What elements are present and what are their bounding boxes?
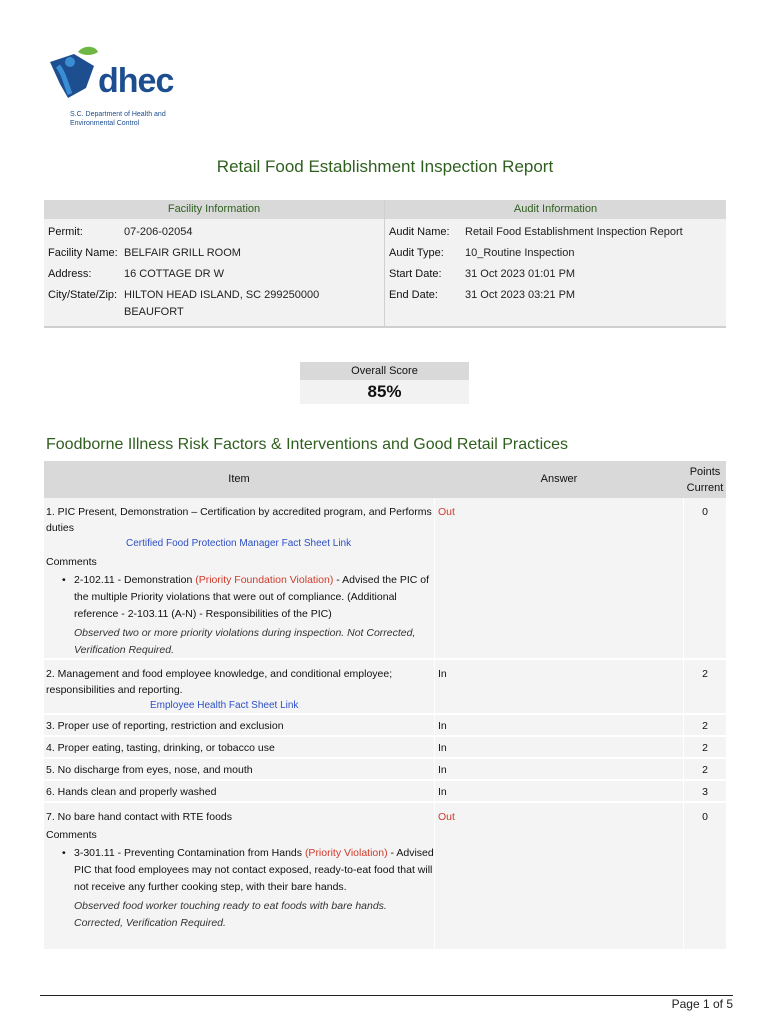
- permit-value: 07-206-02054: [124, 226, 193, 238]
- violation-code: 3-301.11 - Preventing Contamination from Hands: [74, 847, 305, 859]
- address-label: Address:: [48, 268, 92, 280]
- section-title: Foodborne Illness Risk Factors & Interventions and Good Retail Practices: [46, 436, 569, 453]
- audit-type-value: 10_Routine Inspection: [465, 247, 575, 259]
- violation-text: - Advised the PIC of the multiple Priority violations that were out of compliance. (Additional reference - 2-103.11 (A-N) - Responsibilities of the PIC): [74, 574, 430, 620]
- audit-type-field: [389, 245, 574, 262]
- report-title: Retail Food Establishment Inspection Report: [216, 157, 554, 176]
- points-cell: 2: [702, 764, 708, 776]
- item-text: 1. PIC Present, Demonstration – Certification by accredited program, and Performs duties: [46, 506, 432, 534]
- info-divider: [384, 200, 385, 326]
- violation-comment: [46, 572, 434, 623]
- item-cell: [44, 498, 436, 663]
- item-cell: [44, 715, 436, 738]
- permit-field: [48, 224, 193, 241]
- violation-type: (Priority Foundation Violation): [195, 574, 334, 586]
- violation-comment: [46, 845, 434, 896]
- address-value: 16 COTTAGE DR W: [124, 268, 225, 280]
- points-cell: 2: [702, 668, 708, 680]
- logo-subtitle-line2: Environmental Control: [70, 120, 140, 127]
- comments-label: Comments: [46, 556, 97, 568]
- item-cell: [44, 737, 436, 760]
- overall-score-value: 85%: [367, 382, 402, 401]
- facility-name-value: BELFAIR GRILL ROOM: [124, 247, 241, 259]
- permit-label: Permit:: [48, 226, 83, 238]
- points-cell: 2: [702, 742, 708, 754]
- points-cell: 3: [702, 786, 708, 798]
- logo-subtitle: [70, 110, 210, 128]
- city-line1: HILTON HEAD ISLAND, SC 299250000: [124, 289, 320, 301]
- end-date-value: 31 Oct 2023 03:21 PM: [465, 289, 576, 301]
- start-date-field: [389, 266, 575, 283]
- audit-name-value: Retail Food Establishment Inspection Report: [465, 226, 683, 238]
- item-text: 6. Hands clean and properly washed: [46, 786, 217, 798]
- table-row: [44, 737, 726, 759]
- column-separator: [683, 498, 684, 658]
- audit-info-header: Audit Information: [385, 200, 726, 219]
- column-separator: [434, 737, 435, 757]
- column-separator: [434, 759, 435, 779]
- overall-score-label: Overall Score: [300, 362, 469, 380]
- col-item-header: Item: [228, 473, 250, 485]
- column-separator: [434, 715, 435, 735]
- table-header: [44, 461, 726, 498]
- bullet-icon: •: [62, 574, 66, 586]
- table-row: [44, 781, 726, 803]
- violation-text: - Advised PIC that food employees may not contact exposed, ready-to-eat food that will not receive any further cooking step, with their bare hands.: [74, 847, 434, 893]
- city-field: [48, 287, 319, 321]
- answer-cell: Out: [438, 811, 455, 823]
- col-points-line2: Current: [686, 482, 724, 494]
- item-cell: [44, 781, 436, 804]
- audit-name-label: Audit Name:: [389, 226, 450, 238]
- col-answer-header: Answer: [540, 473, 578, 485]
- points-cell: 0: [702, 506, 708, 518]
- logo-wordmark: dhec: [98, 62, 174, 100]
- footer-rule: [40, 995, 733, 996]
- answer-cell: In: [438, 742, 447, 754]
- end-date-field: [389, 287, 575, 304]
- item-cell: [44, 759, 436, 782]
- points-cell: 0: [702, 811, 708, 823]
- employee-health-fact-sheet-link[interactable]: Employee Health Fact Sheet Link: [150, 700, 299, 711]
- item-cell: [44, 660, 436, 718]
- column-separator: [434, 781, 435, 801]
- answer-cell: In: [438, 720, 447, 732]
- item-text: 7. No bare hand contact with RTE foods: [46, 811, 232, 823]
- overall-score-box: [300, 362, 469, 404]
- city-line2: BEAUFORT: [124, 306, 184, 318]
- observation-text: Observed food worker touching ready to eat foods with bare hands. Corrected, Verification Required.: [74, 900, 387, 929]
- points-cell: 2: [702, 720, 708, 732]
- facility-name-field: [48, 245, 241, 262]
- violation-type: (Priority Violation): [304, 847, 388, 859]
- audit-name-field: [389, 224, 683, 241]
- table-row: [44, 803, 726, 951]
- audit-type-label: Audit Type:: [389, 247, 444, 259]
- answer-cell: Out: [438, 506, 455, 518]
- table-row: [44, 759, 726, 781]
- table-row: [44, 715, 726, 737]
- page-number: Page 1 of 5: [671, 997, 733, 1011]
- column-separator: [434, 660, 435, 713]
- address-field: [48, 266, 224, 283]
- item-text: 3. Proper use of reporting, restriction and exclusion: [46, 720, 284, 732]
- table-row: [44, 498, 726, 660]
- table-row: [44, 660, 726, 715]
- city-label: City/State/Zip:: [48, 289, 118, 301]
- col-points-header: [684, 464, 726, 496]
- answer-cell: In: [438, 668, 447, 680]
- info-panel: [44, 200, 726, 328]
- dhec-logo: [44, 44, 204, 130]
- violation-code: 2-102.11 - Demonstration: [74, 574, 196, 586]
- column-separator: [434, 498, 435, 658]
- col-points-line1: Points: [689, 466, 721, 478]
- facility-info-header: Facility Information: [44, 200, 384, 219]
- city-value: [124, 287, 319, 321]
- start-date-label: Start Date:: [389, 268, 442, 280]
- cfpm-fact-sheet-link[interactable]: Certified Food Protection Manager Fact Sheet Link: [126, 538, 352, 549]
- comments-label: Comments: [46, 829, 97, 841]
- facility-name-label: Facility Name:: [48, 247, 118, 259]
- inspection-table: [44, 461, 726, 951]
- answer-cell: In: [438, 786, 447, 798]
- bullet-icon: •: [62, 847, 66, 859]
- item-cell: [44, 803, 436, 936]
- logo-subtitle-line1: S.C. Department of Health and: [70, 111, 166, 118]
- end-date-label: End Date:: [389, 289, 438, 301]
- item-text: 2. Management and food employee knowledge, and conditional employee; responsibilities and reporting.: [46, 668, 393, 696]
- dhec-logo-mark-icon: [44, 44, 104, 104]
- answer-cell: In: [438, 764, 447, 776]
- item-text: 5. No discharge from eyes, nose, and mouth: [46, 764, 253, 776]
- column-separator: [434, 803, 435, 949]
- start-date-value: 31 Oct 2023 01:01 PM: [465, 268, 576, 280]
- item-text: 4. Proper eating, tasting, drinking, or tobacco use: [46, 742, 275, 754]
- observation-text: Observed two or more priority violations during inspection. Not Corrected, Verification Required.: [74, 627, 416, 656]
